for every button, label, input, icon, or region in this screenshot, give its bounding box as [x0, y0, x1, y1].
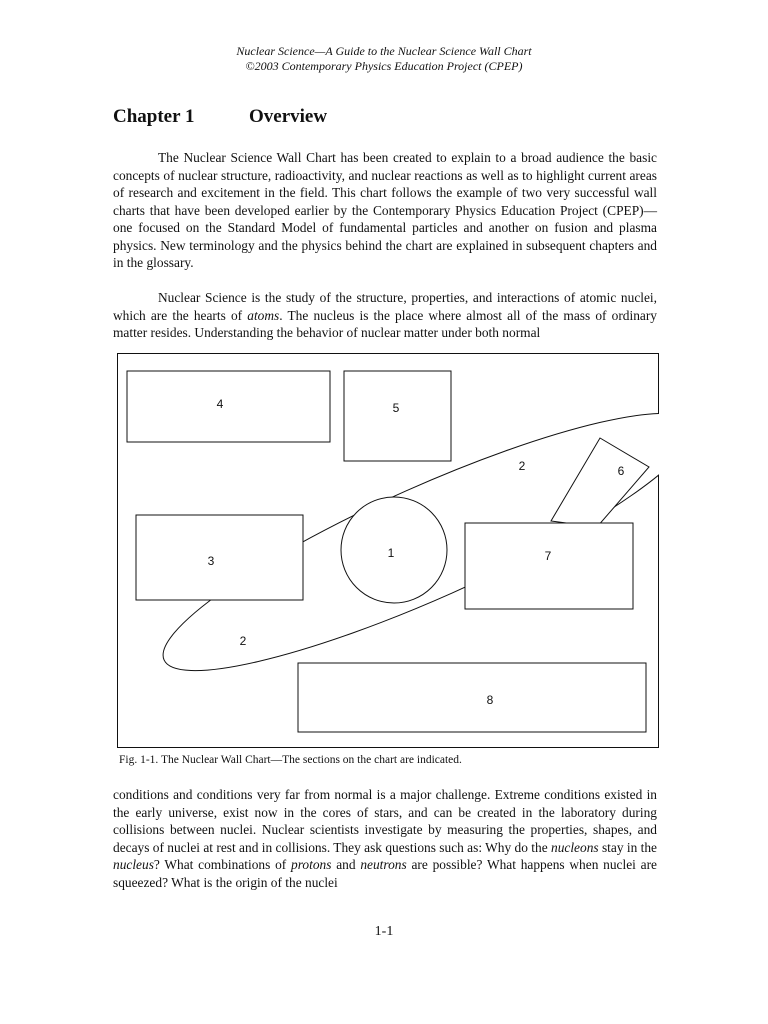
figure-caption: Fig. 1-1. The Nuclear Wall Chart—The sections on the chart are indicated. — [119, 754, 462, 766]
label-section-8: 8 — [486, 693, 494, 707]
paragraph-3 — [113, 786, 657, 891]
label-section-2-lower: 2 — [239, 634, 247, 648]
label-section-1: 1 — [387, 546, 395, 560]
term-protons: protons — [291, 857, 332, 872]
label-section-6: 6 — [617, 464, 625, 478]
paragraph-3-text-b: stay in the — [598, 839, 658, 855]
paragraph-3-text-d: and — [331, 857, 361, 872]
term-neutrons: neutrons — [360, 857, 407, 872]
paragraph-3-text-e: are possible? What happens when nuclei are squeezed? What is the origin of the nuclei — [113, 857, 657, 890]
paragraph-2-text-a: Nuclear Science is the study of the structure, properties, and interactions of atomic nuclei, which are the hearts of — [113, 290, 657, 323]
running-header-copyright: ©2003 Contemporary Physics Education Project (CPEP) — [245, 59, 523, 73]
section-8-box — [298, 663, 646, 732]
paragraph-3-text-c: ? What combinations of — [153, 857, 291, 872]
label-section-7: 7 — [544, 549, 552, 563]
wall-chart-figure — [117, 353, 659, 748]
label-section-3: 3 — [207, 554, 215, 568]
term-nucleus: nucleus — [113, 857, 154, 872]
label-section-2-upper: 2 — [518, 459, 526, 473]
term-atoms: atoms — [247, 307, 280, 323]
section-5-box — [344, 371, 451, 461]
label-section-4: 4 — [216, 397, 224, 411]
label-section-5: 5 — [392, 401, 400, 415]
term-nucleons: nucleons — [551, 839, 599, 855]
paragraph-2 — [113, 289, 657, 342]
chapter-title: Overview — [249, 106, 328, 127]
running-header-title: Nuclear Science—A Guide to the Nuclear Science Wall Chart — [236, 44, 532, 58]
section-3-box — [136, 515, 303, 600]
page-number: 1-1 — [374, 924, 394, 939]
section-7-box — [465, 523, 633, 609]
paragraph-1: The Nuclear Science Wall Chart has been created to explain to a broad audience the basic concepts of nuclear structure, radioactivity, and nuclear reactions as well as to highlight current areas of research and excitement in the field. This chart follows the example of two very successful wall charts that have been developed earlier by the Contemporary Physics Education Project (CPEP)—one focused on the Standard Model of fundamental particles and another on fusion and plasma physics. New terminology and the physics behind the chart are explained in subsequent chapters and in the glossary. — [113, 150, 657, 270]
section-4-box — [127, 371, 330, 442]
paragraph-2-text-b: . The nucleus is the place where almost all of the mass of ordinary matter resides. Understanding the behavior of nuclear matter under both normal — [113, 307, 658, 340]
paragraph-3-text-a: conditions and conditions very far from normal is a major challenge. Extreme conditions existed in the early universe, exist now in the cores of stars, and can be created in the laboratory during collisions between nuclei. Nuclear scientists investigate by measuring the properties, shapes, and decays of nuclei at rest and in collisions. They ask questions such as: Why do the — [113, 787, 657, 855]
chapter-number: Chapter 1 — [113, 106, 195, 127]
